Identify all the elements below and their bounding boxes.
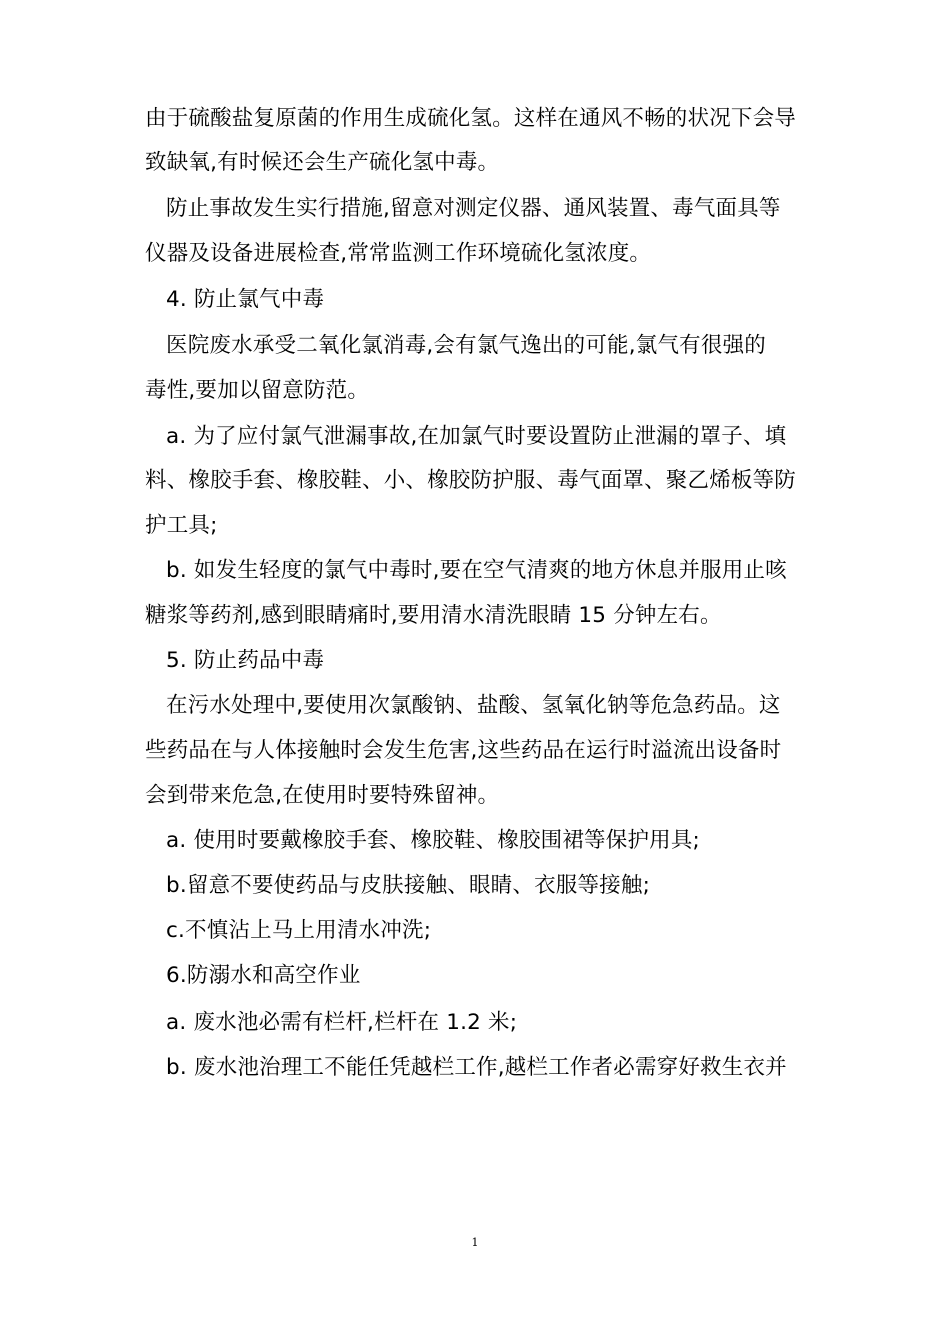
section-heading: 6.防溺水和高空作业 — [166, 963, 361, 988]
text-line: 会到带来危急,在使用时要特殊留神。 — [145, 783, 500, 808]
list-item: c.不慎沾上马上用清水冲洗; — [166, 918, 432, 943]
list-item: b. 废水池治理工不能任凭越栏工作,越栏工作者必需穿好救生衣并 — [166, 1055, 787, 1080]
text-line: 糖浆等药剂,感到眼睛痛时,要用清水清洗眼睛 15 分钟左右。 — [145, 603, 722, 628]
text-line: 由于硫酸盐复原菌的作用生成硫化氢。这样在通风不畅的状况下会导 — [145, 106, 797, 131]
text-line: 毒性,要加以留意防范。 — [145, 378, 370, 403]
list-item: a. 使用时要戴橡胶手套、橡胶鞋、橡胶围裙等保护用具; — [166, 828, 700, 853]
list-item: a. 废水池必需有栏杆,栏杆在 1.2 米; — [166, 1010, 518, 1035]
list-item: a. 为了应付氯气泄漏事故,在加氯气时要设置防止泄漏的罩子、填 — [166, 424, 787, 449]
section-heading: 4. 防止氯气中毒 — [166, 287, 325, 312]
list-item: b.留意不要使药品与皮肤接触、眼睛、衣服等接触; — [166, 873, 651, 898]
text-line: 护工具; — [145, 513, 218, 538]
text-line: 些药品在与人体接触时会发生危害,这些药品在运行时溢流出设备时 — [145, 738, 782, 763]
text-line: 料、橡胶手套、橡胶鞋、小、橡胶防护服、毒气面罩、聚乙烯板等防 — [145, 468, 797, 493]
list-item: b. 如发生轻度的氯气中毒时,要在空气清爽的地方休息并服用止咳 — [166, 558, 787, 583]
text-line: 医院废水承受二氧化氯消毒,会有氯气逸出的可能,氯气有很强的 — [166, 333, 766, 358]
text-line: 防止事故发生实行措施,留意对测定仪器、通风装置、毒气面具等 — [166, 196, 781, 221]
page-number: 1 — [471, 1236, 479, 1249]
text-line: 在污水处理中,要使用次氯酸钠、盐酸、氢氧化钠等危急药品。这 — [166, 693, 781, 718]
section-heading: 5. 防止药品中毒 — [166, 648, 325, 673]
text-line: 仪器及设备进展检查,常常监测工作环境硫化氢浓度。 — [145, 241, 652, 266]
text-line: 致缺氧,有时候还会生产硫化氢中毒。 — [145, 150, 500, 175]
